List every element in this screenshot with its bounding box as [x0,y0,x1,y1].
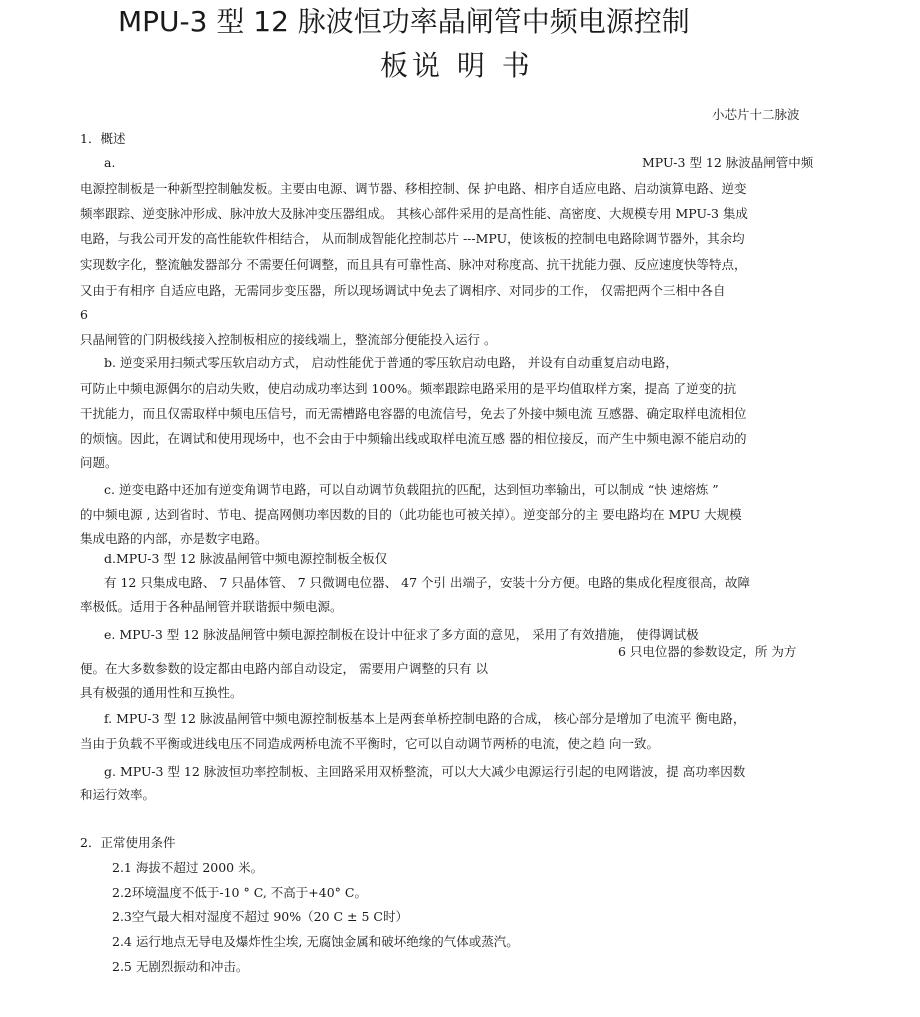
para-e-line: e. MPU-3 型 12 脉波晶闸管中频电源控制板在设计中征求了多方面的意见， 采用了有效措施， 使得调试极 [104,627,699,642]
para-b-line: 干扰能力，而且仅需取样中频电压信号，而无需槽路电容器的电流信号，免去了外接中频电流 互感器、确定取样电流相位 [80,406,747,421]
section-1-heading: 1．概述 [80,131,126,146]
para-g-line: g. MPU-3 型 12 脉波恒功率控制板、主回路采用双桥整流，可以大大减少电源运行引起的电网谐波，提 高功率因数 [104,764,746,779]
para-d-line: 有 12 只集成电路、 7 只晶体管、 7 只微调电位器、 47 个引 出端子，安装十分方便。电路的集成化程度很高，故障 [104,575,750,590]
para-d-line: 率极低。适用于各种晶闸管并联谐振中频电源。 [80,599,343,614]
para-f-line: 当由于负载不平衡或进线电压不同造成两桥电流不平衡时，它可以自动调节两桥的电流，使之趋 向一致。 [80,736,659,751]
para-a-line: 频率跟踪、逆变脉冲形成、脉冲放大及脉冲变压器组成。 其核心部件采用的是高性能、高密度、大规模专用 MPU-3 集成 [80,206,748,221]
subtitle: 小芯片十二脉波 [712,107,800,122]
para-e-line: 便。在大多数参数的设定都由电路内部自动设定， 需要用户调整的只有 以 [80,661,488,676]
para-f-line: f. MPU-3 型 12 脉波晶闸管中频电源控制板基本上是两套单桥控制电路的合成， 核心部分是增加了电流平 衡电路， [104,711,746,726]
title-line-1: MPU-3 型 12 脉波恒功率晶闸管中频电源控制 [118,5,690,38]
condition-item: 2.5 无剧烈振动和冲击。 [112,959,249,974]
para-a-line: 又由于有相序 自适应电路，无需同步变压器，所以现场调试中免去了调相序、对同步的工作， 仅需把两个三相中各自 [80,283,726,298]
para-a-line: 实现数字化，整流触发器部分 不需要任何调整，而且具有可靠性高、脉冲对称度高、抗干扰能力强、反应速度快等特点， [80,257,747,272]
para-e-line: 具有极强的通用性和互换性。 [80,685,243,700]
condition-item: 2.1 海拔不超过 2000 米。 [112,860,264,875]
para-d-title: d.MPU-3 型 12 脉波晶闸管中频电源控制板全板仅 [104,551,388,566]
para-a-right: MPU-3 型 12 脉波晶闸管中频 [642,155,814,170]
para-g-line: 和运行效率。 [80,787,156,802]
para-b-line: 的烦恼。因此，在调试和使用现场中，也不会由于中频输出线或取样电流互感 器的相位接反，而产生中频电源不能启动的 [80,431,747,446]
para-a-line: 只晶闸管的门阴极线接入控制板相应的接线端上，整流部分便能投入运行 。 [80,332,497,347]
para-c-first-line: c. 逆变电路中还加有逆变角调节电路，可以自动调节负载阻抗的匹配，达到恒功率输出，可以制成 “快 速熔炼 ” [104,482,719,497]
para-a-line: 6 [80,307,88,322]
para-a-line: 电路，与我公司开发的高性能软件相结合， 从而制成智能化控制芯片 ---MPU，使该板的控制电电路除调节器外，其余均 [80,231,745,246]
para-b-line: 可防止中频电源偶尔的启动失败，使启动成功率达到 100%。频率跟踪电路采用的是平均值取样方案，提高 了逆变的抗 [80,381,737,396]
para-b-line: 问题。 [80,455,118,470]
condition-item: 2.4 运行地点无导电及爆炸性尘埃, 无腐蚀金属和破坏绝缘的气体或蒸汽。 [112,934,519,949]
para-b-first-line: b. 逆变采用扫频式零压软启动方式， 启动性能优于普通的零压软启动电路， 并设有自动重复启动电路， [104,355,678,370]
para-e-line: 6 只电位器的参数设定，所 为方 [618,644,797,659]
para-a-label: a. [104,155,116,170]
para-c-line: 的中频电源 , 达到省时、节电、提高网侧功率因数的目的（此功能也可被关掉）。逆变部分的主 要电路均在 MPU 大规模 [80,507,742,522]
para-a-line: 电源控制板是一种新型控制触发板。主要由电源、调节器、移相控制、保 护电路、相序自适应电路、启动演算电路、逆变 [80,181,747,196]
condition-item: 2.3空气最大相对湿度不超过 90%（20 C ± 5 C时） [112,909,408,924]
condition-item: 2.2环境温度不低于-10 ° C, 不高于+40° C。 [112,885,367,900]
title-line-2: 板说 明 书 [380,49,534,82]
para-c-line: 集成电路的内部，亦是数字电路。 [80,531,268,546]
section-2-heading: 2．正常使用条件 [80,835,176,850]
